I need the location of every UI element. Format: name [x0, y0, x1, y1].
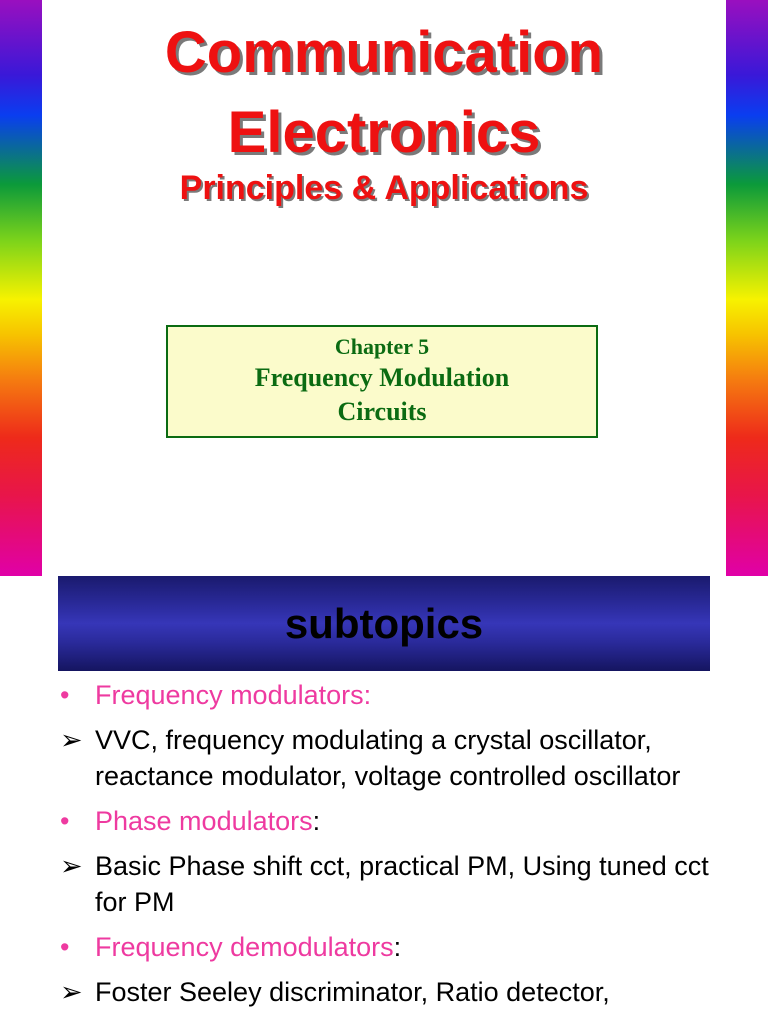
list-item-colon: :: [312, 806, 321, 836]
title-line-2: Electronics: [227, 100, 541, 165]
bullet-arrow-icon: ➢: [60, 851, 83, 881]
chapter-title-line-1: Frequency Modulation: [254, 363, 510, 392]
list-item-heading: Phase modulators: [95, 806, 313, 836]
title-line-1: Communication: [164, 20, 604, 85]
list-item: [60, 929, 740, 965]
subtopics-heading: subtopics: [284, 600, 484, 647]
bullet-dot-icon: •: [60, 806, 70, 836]
bullet-arrow-icon: ➢: [60, 725, 83, 755]
subtopics-list: [60, 675, 740, 1010]
list-item-text: VVC, frequency modulating a crystal oscillator, reactance modulator, voltage controlled oscillator: [95, 725, 681, 791]
list-item-heading: Frequency modulators:: [95, 680, 372, 710]
list-item: [60, 803, 740, 839]
rainbow-border-right: [726, 0, 768, 576]
list-item-heading: Frequency demodulators: [95, 932, 394, 962]
list-item: [60, 722, 740, 794]
list-item-text: Basic Phase shift cct, practical PM, Using tuned cct for PM: [95, 851, 709, 917]
subtopics-header: [58, 576, 710, 671]
list-item: [60, 848, 740, 920]
list-item: [60, 974, 740, 1010]
list-item-colon: :: [393, 932, 402, 962]
subtitle: Principles & Applications: [179, 169, 589, 207]
list-item-text: Foster Seeley discriminator, Ratio detector,: [95, 977, 610, 1007]
bullet-dot-icon: •: [60, 680, 70, 710]
rainbow-border-left: [0, 0, 42, 576]
chapter-title-line-2: Circuits: [337, 397, 427, 426]
bullet-arrow-icon: ➢: [60, 977, 83, 1007]
list-item: [60, 677, 740, 713]
chapter-box: [166, 325, 598, 438]
chapter-label: Chapter 5: [334, 334, 430, 359]
bullet-dot-icon: •: [60, 932, 70, 962]
